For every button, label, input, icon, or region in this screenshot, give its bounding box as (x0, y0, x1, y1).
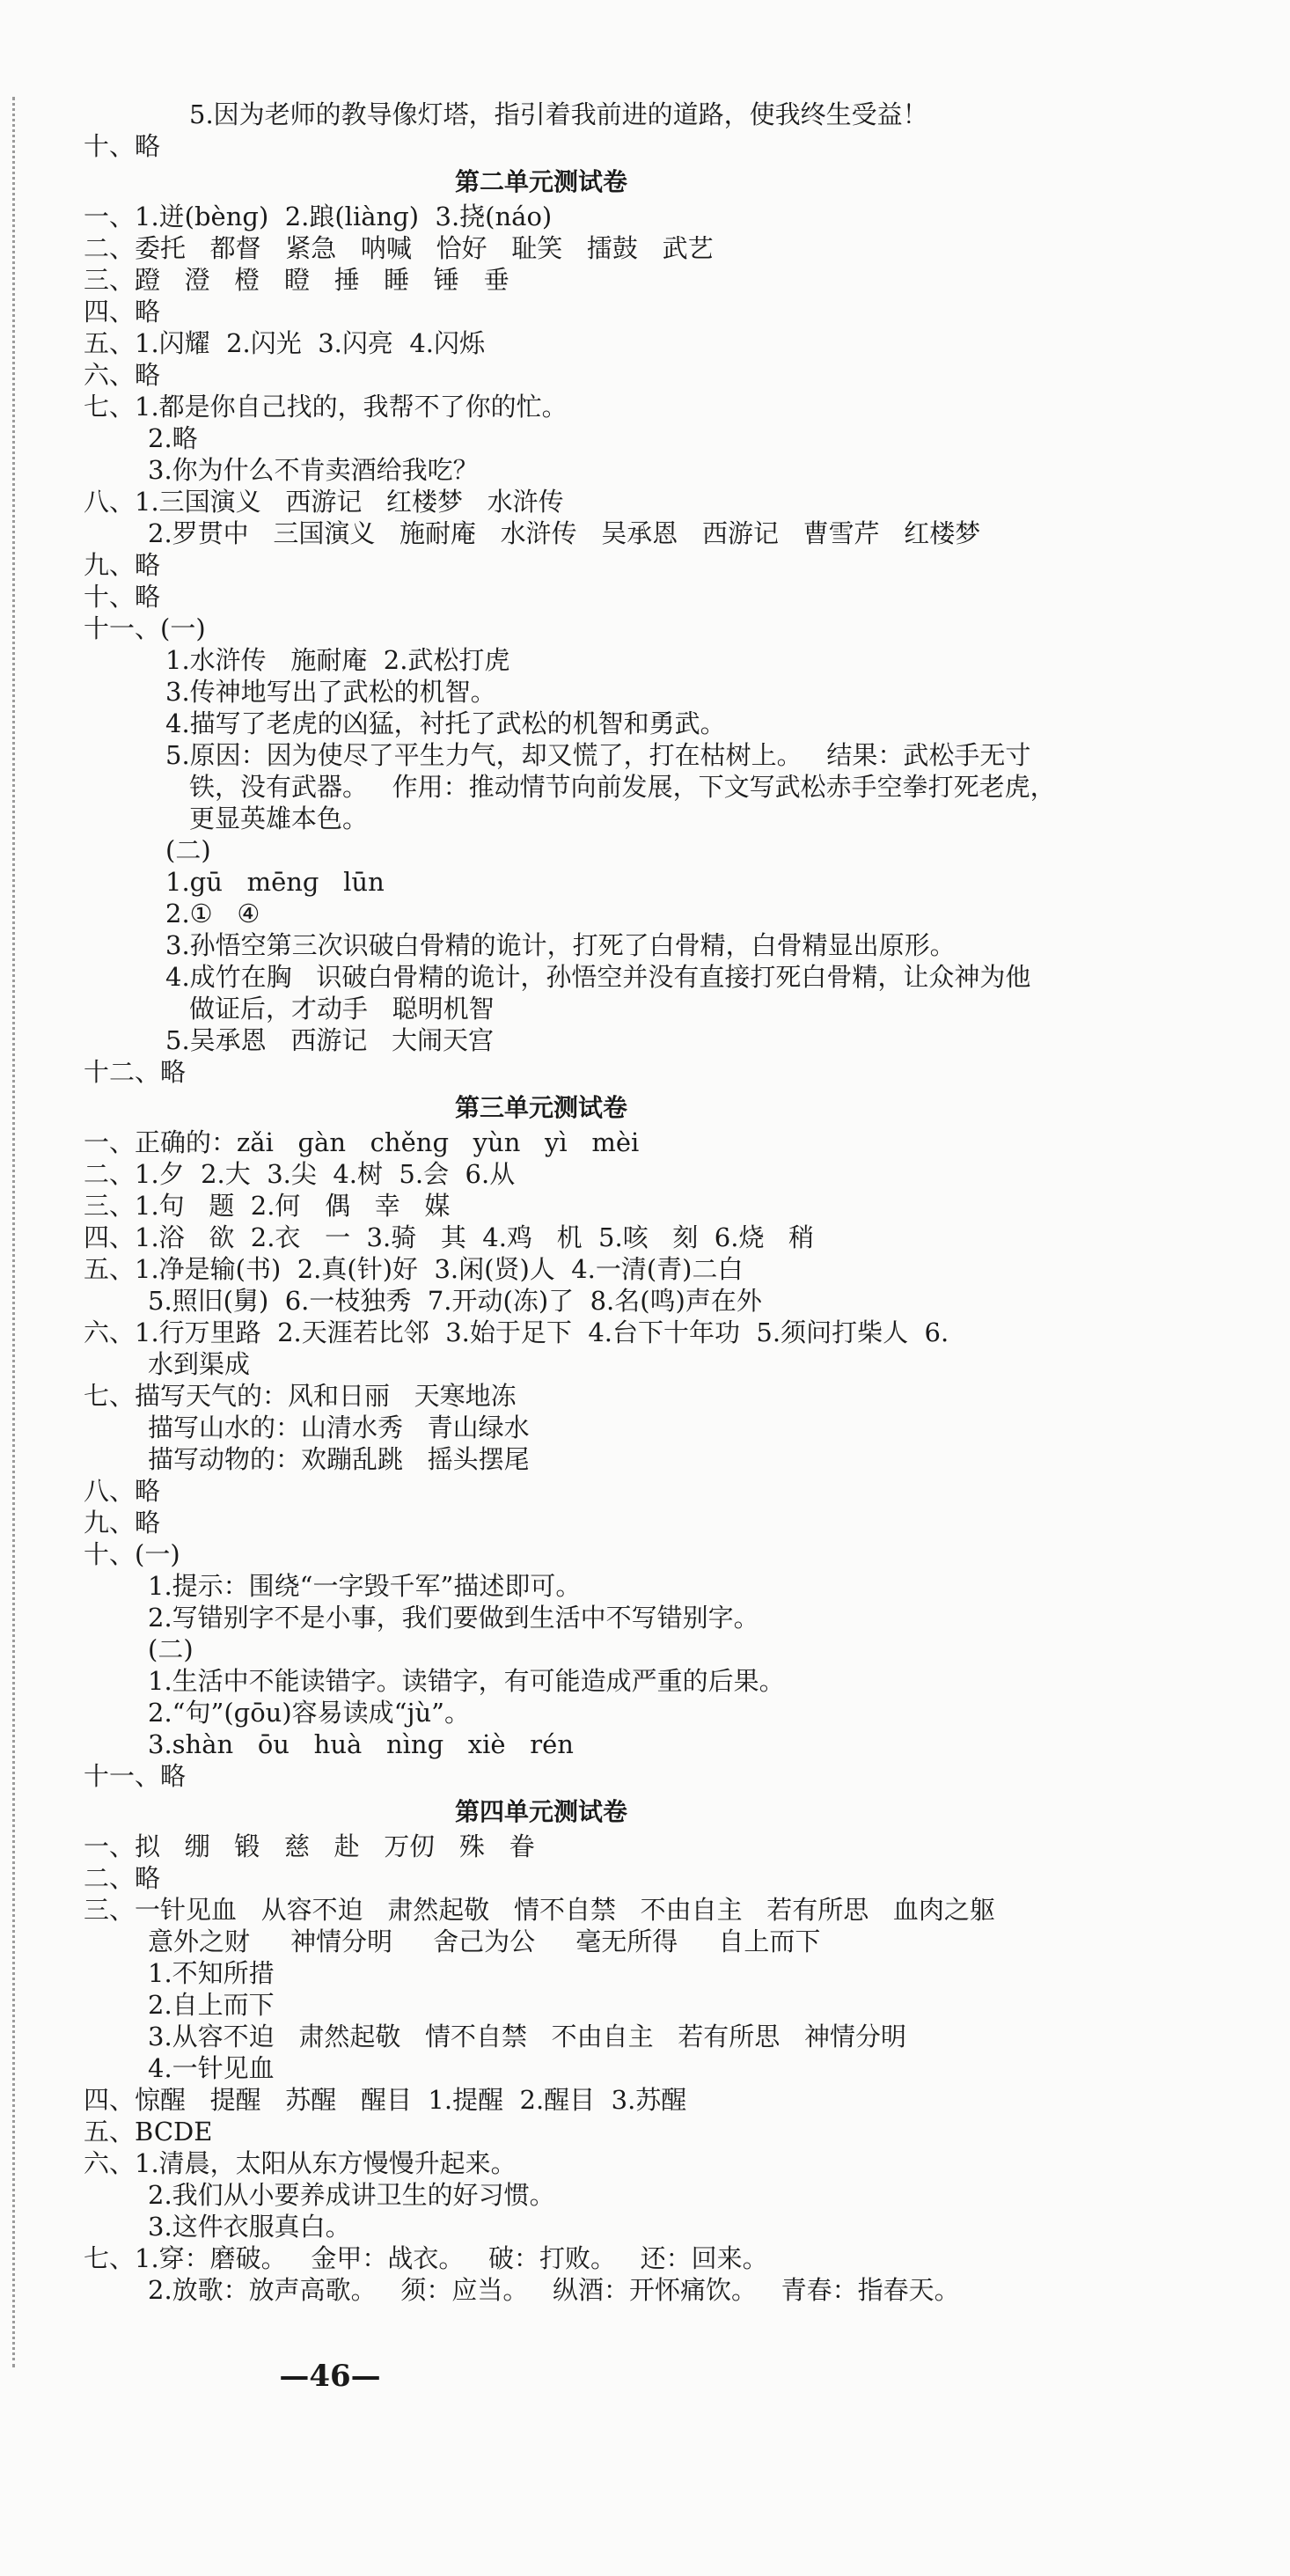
answer-line: 4.一针见血 (148, 2053, 275, 2083)
answer-line: 3.从容不迫 肃然起敬 情不自禁 不由自主 若有所思 神情分明 (148, 2022, 906, 2051)
answer-line: 更显英雄本色。 (189, 804, 369, 833)
answer-line: 1.不知所措 (148, 1958, 275, 1988)
section-heading: 第二单元测试卷 (454, 167, 627, 196)
answer-line: 5.原因：因为使尽了平生力气，却又慌了，打在枯树上。 结果：武松手无寸 (165, 740, 1031, 770)
answer-line: 三、一针见血 从容不迫 肃然起敬 情不自禁 不由自主 若有所思 血肉之躯 (84, 1895, 995, 1925)
answer-line: 4.成竹在胸 识破白骨精的诡计，孙悟空并没有直接打死白骨精，让众神为他 (165, 962, 1031, 992)
answer-line: 描写动物的：欢蹦乱跳 摇头摆尾 (148, 1444, 530, 1474)
answer-line: 七、描写天气的：风和日丽 天寒地冻 (84, 1381, 517, 1411)
answer-line: 五、1.净是输(书) 2.真(针)好 3.闲(贤)人 4.一清(青)二白 (84, 1254, 744, 1284)
answer-line: (二) (148, 1634, 194, 1664)
answer-line: 2.① ④ (165, 899, 260, 928)
answer-line: 4.描写了老虎的凶猛，衬托了武松的机智和勇武。 (165, 708, 726, 738)
answer-line: 铁，没有武器。 作用：推动情节向前发展，下文写武松赤手空拳打死老虎， (189, 772, 1056, 802)
answer-line: 六、1.行万里路 2.天涯若比邻 3.始于足下 4.台下十年功 5.须问打柴人 6. (84, 1317, 949, 1347)
answer-line: 二、略 (84, 1863, 161, 1893)
answer-line: 二、委托 都督 紧急 呐喊 恰好 耻笑 擂鼓 武艺 (84, 233, 714, 263)
answer-line: 十一、略 (84, 1761, 187, 1791)
answer-line: 一、正确的：zǎi ɡàn chěnɡ yùn yì mèi (84, 1127, 640, 1157)
answer-line: 意外之财 神情分明 舍己为公 毫无所得 自上而下 (148, 1926, 821, 1956)
answer-line: 十、略 (84, 131, 161, 161)
answer-line: 1.生活中不能读错字。读错字，有可能造成严重的后果。 (148, 1666, 785, 1696)
answer-line: 十一、(一) (84, 613, 206, 643)
answer-line: 四、1.浴 欲 2.衣 一 3.骑 其 4.鸡 机 5.咳 刻 6.烧 稍 (84, 1222, 815, 1252)
answer-line: 5.因为老师的教导像灯塔，指引着我前进的道路，使我终生受益！ (189, 99, 928, 129)
answer-line: 3.你为什么不肯卖酒给我吃？ (148, 455, 479, 485)
page-number: —46— (279, 2359, 381, 2394)
answer-line: 八、略 (84, 1476, 161, 1506)
answer-line: 2.我们从小要养成讲卫生的好习惯。 (148, 2180, 555, 2210)
answer-line: 描写山水的：山清水秀 青山绿水 (148, 1413, 530, 1442)
answer-line: 六、略 (84, 360, 161, 390)
answer-line: 九、略 (84, 1508, 161, 1538)
answer-line: 1.水浒传 施耐庵 2.武松打虎 (165, 645, 510, 675)
answer-line: 一、1.迸(bènɡ) 2.踉(liànɡ) 3.挠(náo) (84, 202, 553, 231)
answer-line: 七、1.穿：磨破。 金甲：战衣。 破：打败。 还：回来。 (84, 2243, 768, 2273)
answer-line: 五、1.闪耀 2.闪光 3.闪亮 4.闪烁 (84, 328, 485, 358)
section-heading: 第四单元测试卷 (454, 1797, 627, 1826)
answer-line: 5.吴承恩 西游记 大闹天宫 (165, 1025, 494, 1055)
answer-line: 2.放歌：放声高歌。 须：应当。 纵酒：开怀痛饮。 青春：指春天。 (148, 2275, 960, 2305)
answer-line: 3.传神地写出了武松的机智。 (165, 677, 496, 707)
answer-line: (二) (165, 835, 211, 865)
answer-line: 做证后，才动手 聪明机智 (189, 994, 495, 1024)
answer-line: 一、拟 绷 锻 慈 赴 万仞 殊 眷 (84, 1831, 535, 1861)
answer-line: 2.自上而下 (148, 1990, 275, 2020)
answer-line: 十、(一) (84, 1539, 180, 1569)
answer-line: 2.罗贯中 三国演义 施耐庵 水浒传 吴承恩 西游记 曹雪芹 红楼梦 (148, 518, 981, 548)
answer-line: 2.写错别字不是小事，我们要做到生活中不写错别字。 (148, 1603, 759, 1633)
answer-line: 五、BCDE (84, 2117, 213, 2147)
answer-line: 三、1.句 题 2.何 偶 幸 媒 (84, 1191, 451, 1221)
answer-line: 3.shàn ōu huà nìnɡ xiè rén (148, 1729, 574, 1759)
answer-line: 5.照旧(舅) 6.一枝独秀 7.开动(冻)了 8.名(鸣)声在外 (148, 1286, 762, 1316)
answer-line: 六、1.清晨，太阳从东方慢慢升起来。 (84, 2148, 517, 2178)
answer-line: 十二、略 (84, 1057, 187, 1087)
answer-line: 二、1.夕 2.大 3.尖 4.树 5.会 6.从 (84, 1159, 516, 1189)
answer-line: 四、略 (84, 297, 161, 327)
answer-line: 3.孙悟空第三次识破白骨精的诡计，打死了白骨精，白骨精显出原形。 (165, 930, 956, 960)
binding-dotted-line (12, 97, 15, 2367)
answer-line: 四、惊醒 提醒 苏醒 醒目 1.提醒 2.醒目 3.苏醒 (84, 2085, 687, 2115)
answer-line: 九、略 (84, 550, 161, 580)
answer-line: 水到渠成 (148, 1349, 251, 1379)
answer-line: 1.gū mēnɡ lūn (165, 867, 385, 897)
answer-line: 2.“句”(ɡōu)容易读成“jù”。 (148, 1698, 470, 1728)
answer-content (84, 99, 1228, 2306)
answer-line: 3.这件衣服真白。 (148, 2212, 351, 2242)
answer-line: 2.略 (148, 423, 198, 453)
answer-line: 十、略 (84, 582, 161, 612)
answer-line: 1.提示：围绕“一字毁千军”描述即可。 (148, 1571, 582, 1601)
answer-line: 七、1.都是你自己找的，我帮不了你的忙。 (84, 392, 568, 422)
answer-line: 三、蹬 澄 橙 瞪 捶 睡 锤 垂 (84, 265, 509, 295)
answer-line: 八、1.三国演义 西游记 红楼梦 水浒传 (84, 487, 564, 517)
section-heading: 第三单元测试卷 (454, 1093, 627, 1122)
